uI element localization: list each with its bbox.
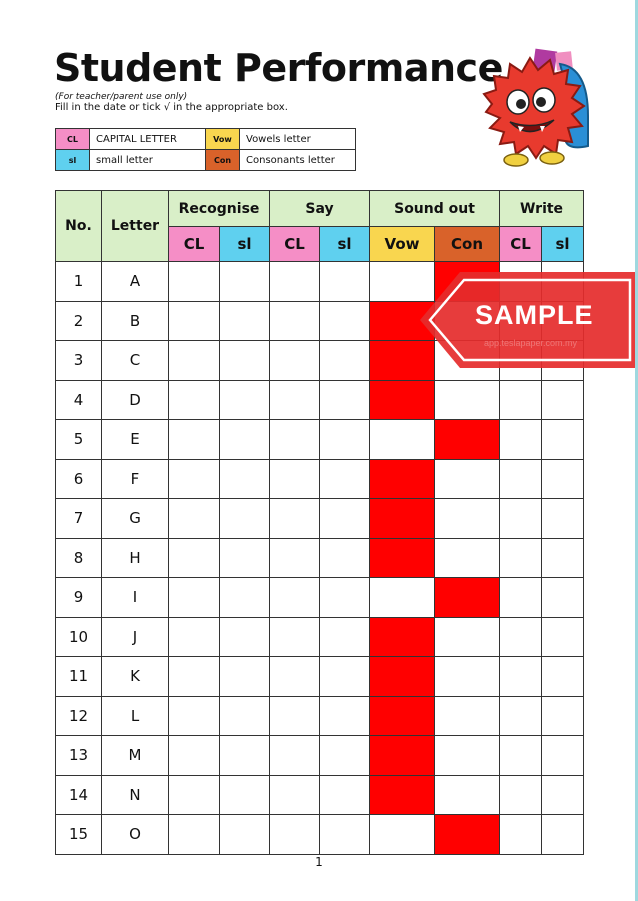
tick-cell[interactable]: [320, 617, 370, 657]
table-row: [56, 815, 584, 855]
tick-cell[interactable]: [542, 459, 584, 499]
sound-marked-cell: [370, 459, 435, 499]
tick-cell[interactable]: [542, 617, 584, 657]
table-row: [56, 380, 584, 420]
tick-cell[interactable]: [220, 341, 270, 381]
row-number: 2: [56, 301, 102, 341]
tick-cell[interactable]: [220, 262, 270, 302]
tick-cell[interactable]: [500, 775, 542, 815]
tick-cell[interactable]: [435, 657, 500, 697]
tick-cell[interactable]: [220, 736, 270, 776]
tick-cell[interactable]: [169, 499, 220, 539]
header-say: Say: [270, 191, 370, 227]
sound-marked-cell: [435, 815, 500, 855]
row-letter: I: [102, 578, 169, 618]
tick-cell[interactable]: [435, 736, 500, 776]
tick-cell[interactable]: [220, 696, 270, 736]
tick-cell[interactable]: [270, 696, 320, 736]
tick-cell[interactable]: [320, 301, 370, 341]
tick-cell[interactable]: [169, 262, 220, 302]
tick-cell[interactable]: [169, 420, 220, 460]
row-letter: A: [102, 262, 169, 302]
row-letter: B: [102, 301, 169, 341]
tick-cell[interactable]: [370, 578, 435, 618]
tick-cell[interactable]: [169, 617, 220, 657]
table-row: [56, 459, 584, 499]
tick-cell[interactable]: [320, 341, 370, 381]
tick-cell[interactable]: [169, 775, 220, 815]
subheader-con: Con: [435, 227, 500, 262]
tick-cell[interactable]: [169, 341, 220, 381]
tick-cell[interactable]: [220, 578, 270, 618]
tick-cell[interactable]: [270, 262, 320, 302]
tick-cell[interactable]: [500, 459, 542, 499]
tick-cell[interactable]: [435, 696, 500, 736]
row-number: 1: [56, 262, 102, 302]
tick-cell[interactable]: [169, 538, 220, 578]
tick-cell[interactable]: [542, 696, 584, 736]
tick-cell[interactable]: [542, 578, 584, 618]
tick-cell[interactable]: [220, 815, 270, 855]
legend-row: [56, 150, 356, 171]
tick-cell[interactable]: [500, 538, 542, 578]
tick-cell[interactable]: [220, 657, 270, 697]
header-write: Write: [500, 191, 584, 227]
row-number: 13: [56, 736, 102, 776]
table-row: [56, 657, 584, 697]
row-number: 6: [56, 459, 102, 499]
tick-cell[interactable]: [169, 578, 220, 618]
legend-key-sl: sl: [56, 150, 90, 171]
row-letter: J: [102, 617, 169, 657]
tick-cell[interactable]: [270, 499, 320, 539]
tick-cell[interactable]: [500, 380, 542, 420]
tick-cell[interactable]: [435, 499, 500, 539]
tick-cell[interactable]: [220, 538, 270, 578]
header-letter: Letter: [102, 191, 169, 262]
tick-cell[interactable]: [220, 301, 270, 341]
tick-cell[interactable]: [500, 736, 542, 776]
table-row: [56, 736, 584, 776]
tick-cell[interactable]: [220, 775, 270, 815]
row-letter: H: [102, 538, 169, 578]
header-row: [56, 191, 584, 227]
table-row: [56, 420, 584, 460]
tick-cell[interactable]: [270, 775, 320, 815]
tick-cell[interactable]: [435, 775, 500, 815]
row-number: 14: [56, 775, 102, 815]
subheader-vow: Vow: [370, 227, 435, 262]
tick-cell[interactable]: [270, 341, 320, 381]
table-row: [56, 578, 584, 618]
tick-cell[interactable]: [500, 657, 542, 697]
tick-cell[interactable]: [320, 262, 370, 302]
tick-cell[interactable]: [542, 538, 584, 578]
tick-cell[interactable]: [435, 380, 500, 420]
table-row: [56, 499, 584, 539]
tick-cell[interactable]: [169, 380, 220, 420]
row-letter: G: [102, 499, 169, 539]
legend-desc-con: Consonants letter: [240, 150, 356, 171]
legend-table: [55, 128, 356, 171]
row-letter: N: [102, 775, 169, 815]
tick-cell[interactable]: [169, 815, 220, 855]
tick-cell[interactable]: [542, 380, 584, 420]
subheader-sl: sl: [320, 227, 370, 262]
row-number: 7: [56, 499, 102, 539]
subheader-sl: sl: [542, 227, 584, 262]
subheader-sl: sl: [220, 227, 270, 262]
page-number: 1: [315, 855, 323, 869]
row-letter: O: [102, 815, 169, 855]
table-row: [56, 696, 584, 736]
monster-mascot-icon: [470, 46, 600, 176]
row-letter: M: [102, 736, 169, 776]
tick-cell[interactable]: [270, 657, 320, 697]
tick-cell[interactable]: [370, 420, 435, 460]
sound-marked-cell: [370, 657, 435, 697]
tick-cell[interactable]: [270, 380, 320, 420]
legend-desc-cl: CAPITAL LETTER: [90, 129, 206, 150]
tick-cell[interactable]: [270, 459, 320, 499]
tick-cell[interactable]: [220, 380, 270, 420]
sound-marked-cell: [370, 736, 435, 776]
tick-cell[interactable]: [220, 617, 270, 657]
page-title: Student Performance: [54, 46, 503, 90]
tick-cell[interactable]: [320, 538, 370, 578]
tick-cell[interactable]: [169, 736, 220, 776]
tick-cell[interactable]: [169, 657, 220, 697]
tick-cell[interactable]: [542, 736, 584, 776]
tick-cell[interactable]: [270, 301, 320, 341]
table-row: [56, 538, 584, 578]
sound-marked-cell: [435, 578, 500, 618]
tick-cell[interactable]: [320, 459, 370, 499]
tick-cell[interactable]: [220, 420, 270, 460]
tick-cell[interactable]: [370, 815, 435, 855]
tick-cell[interactable]: [270, 538, 320, 578]
tick-cell[interactable]: [542, 775, 584, 815]
subheader-cl: CL: [500, 227, 542, 262]
row-letter: C: [102, 341, 169, 381]
tick-cell[interactable]: [542, 815, 584, 855]
tick-cell[interactable]: [542, 499, 584, 539]
instruction-text: Fill in the date or tick √ in the appropriate box.: [55, 102, 288, 113]
row-number: 4: [56, 380, 102, 420]
row-number: 12: [56, 696, 102, 736]
tick-cell[interactable]: [500, 815, 542, 855]
tick-cell[interactable]: [320, 499, 370, 539]
row-letter: L: [102, 696, 169, 736]
subheader-cl: CL: [169, 227, 220, 262]
legend-desc-sl: small letter: [90, 150, 206, 171]
tick-cell[interactable]: [542, 420, 584, 460]
tick-cell[interactable]: [169, 696, 220, 736]
tick-cell[interactable]: [270, 578, 320, 618]
legend-row: [56, 129, 356, 150]
tick-cell[interactable]: [169, 459, 220, 499]
subheader-cl: CL: [270, 227, 320, 262]
tick-cell[interactable]: [500, 499, 542, 539]
tick-cell[interactable]: [320, 578, 370, 618]
tick-cell[interactable]: [270, 617, 320, 657]
tick-cell[interactable]: [500, 617, 542, 657]
header-sound-out: Sound out: [370, 191, 500, 227]
row-number: 9: [56, 578, 102, 618]
legend-key-vow: Vow: [206, 129, 240, 150]
tick-cell[interactable]: [220, 499, 270, 539]
row-number: 8: [56, 538, 102, 578]
table-row: [56, 617, 584, 657]
tick-cell[interactable]: [169, 301, 220, 341]
row-letter: K: [102, 657, 169, 697]
tick-cell[interactable]: [320, 380, 370, 420]
sound-marked-cell: [370, 380, 435, 420]
row-letter: D: [102, 380, 169, 420]
row-number: 10: [56, 617, 102, 657]
sound-marked-cell: [370, 696, 435, 736]
tick-cell[interactable]: [270, 420, 320, 460]
tick-cell[interactable]: [435, 459, 500, 499]
tick-cell[interactable]: [320, 815, 370, 855]
row-letter: F: [102, 459, 169, 499]
tick-cell[interactable]: [435, 617, 500, 657]
tick-cell[interactable]: [320, 736, 370, 776]
row-letter: E: [102, 420, 169, 460]
tick-cell[interactable]: [500, 696, 542, 736]
sound-marked-cell: [370, 775, 435, 815]
legend-desc-vow: Vowels letter: [240, 129, 356, 150]
tick-cell[interactable]: [500, 420, 542, 460]
sound-marked-cell: [370, 538, 435, 578]
tick-cell[interactable]: [320, 657, 370, 697]
tick-cell[interactable]: [500, 578, 542, 618]
watermark-url: app.teslapaper.com.my: [484, 338, 578, 348]
row-number: 3: [56, 341, 102, 381]
tick-cell[interactable]: [320, 775, 370, 815]
sound-marked-cell: [370, 617, 435, 657]
tick-cell[interactable]: [320, 696, 370, 736]
tick-cell[interactable]: [270, 815, 320, 855]
row-number: 15: [56, 815, 102, 855]
tick-cell[interactable]: [435, 538, 500, 578]
header-recognise: Recognise: [169, 191, 270, 227]
sound-marked-cell: [435, 420, 500, 460]
tick-cell[interactable]: [220, 459, 270, 499]
row-number: 5: [56, 420, 102, 460]
watermark-text: SAMPLE: [475, 300, 594, 330]
tick-cell[interactable]: [542, 657, 584, 697]
legend-key-con: Con: [206, 150, 240, 171]
header-no: No.: [56, 191, 102, 262]
usage-note: (For teacher/parent use only): [55, 92, 188, 102]
sound-marked-cell: [370, 499, 435, 539]
row-number: 11: [56, 657, 102, 697]
tick-cell[interactable]: [270, 736, 320, 776]
tick-cell[interactable]: [320, 420, 370, 460]
table-row: [56, 775, 584, 815]
legend-key-cl: CL: [56, 129, 90, 150]
